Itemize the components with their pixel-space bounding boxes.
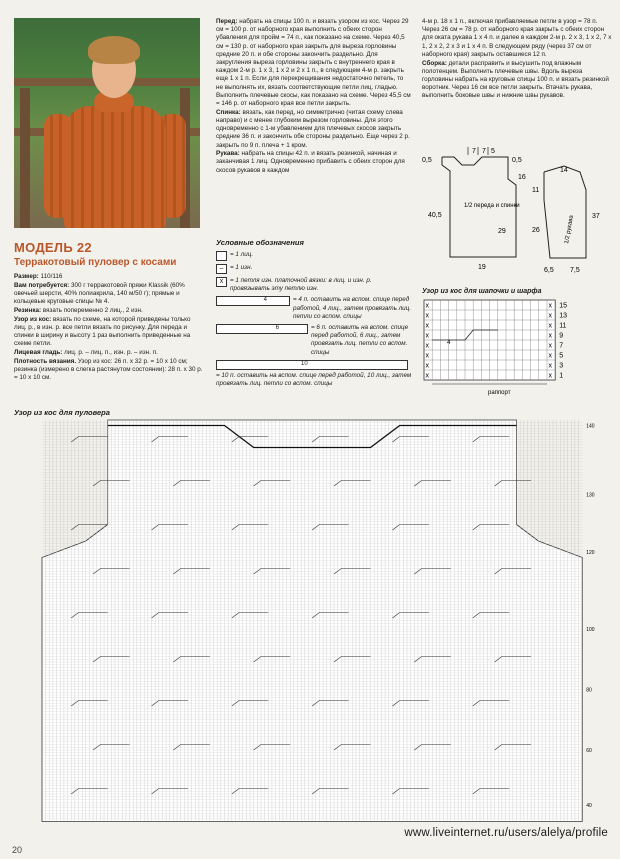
front-armhole: 16 <box>518 174 526 181</box>
front-top-num: 7 <box>472 148 476 155</box>
garter-purl-mark: x <box>548 322 552 330</box>
size-value: 110/116 <box>40 273 63 280</box>
garter-purl-mark: x <box>425 302 429 310</box>
garter-purl-symbol: x <box>216 277 227 287</box>
purl-symbol: – <box>216 264 227 274</box>
legend-text: = 10 п. оставить на вспом. спице перед работой, 10 лиц., затем провязать лиц. петли со вспом. спицы <box>216 371 412 388</box>
watermark: www.liveinternet.ru/users/alelya/profile <box>404 827 608 839</box>
garter-purl-mark: x <box>425 312 429 320</box>
instructions-column-right <box>422 18 612 101</box>
assembly-text: детали расправить и высушить под влажным полотенцем. Выполнить плечевые швы. Вдоль выреза горловины набрать на круговые спицы 100 п. и вязать резинкой воротник. Через 16 см все петли закрыть. Втачать рукава, выполнить боковые швы и нижние швы рукавов. <box>422 59 609 100</box>
front-left-top: 0,5 <box>422 157 432 164</box>
legend-text: = 1 изн. <box>230 264 253 271</box>
front-label: Перед: <box>216 18 238 25</box>
row-label: 7 <box>559 342 564 350</box>
model-subtitle: Терракотовый пуловер с косами <box>14 257 177 268</box>
cable-4-symbol <box>216 296 290 306</box>
front-piece-label: 1/2 переда и спинки <box>464 203 520 209</box>
front-text: набрать на спицы 100 п. и вязать узором из кос. Через 29 см = 100 р. от наборного края выполнить с обеих сторон убавления для пройм = 74 п., как показано на схеме. Через 40,5 см = 130 р. от наборного края закрыть для выреза горловины средние 20 п. и обе стороны закончить раздельно. Для закругления выреза горловины закрыть с внутреннего края в каждом 2-м р. 1 х 3, 1 х 2 и 2 х 1 п., в следующем 4-м р. закрыть еще 1 х 1 п. Если для перекрещивания недостаточно петель, то не выполнять их, вязать соответствующие петли лиц. гладью. Выполнить плечевые скосы, как показано на схеме. Через 45,5 см = 146 р. от наборного края все петли закрыть. <box>216 18 411 108</box>
row-label: 100 <box>586 627 595 633</box>
garter-purl-mark: x <box>548 342 552 350</box>
front-top-num: 5 <box>491 148 495 155</box>
rib-value: вязать попеременно 2 лиц., 2 изн. <box>42 306 143 314</box>
size-paragraph <box>14 273 204 281</box>
front-bottom-width: 19 <box>478 264 486 271</box>
row-label: 40 <box>586 803 592 809</box>
small-cable-chart <box>420 296 610 396</box>
garter-purl-mark: x <box>548 332 552 340</box>
model-title: МОДЕЛЬ 22 <box>14 240 92 255</box>
garter-purl-mark: x <box>425 322 429 330</box>
need-paragraph <box>14 282 204 307</box>
legend-title: Условные обозначения <box>216 238 304 247</box>
assembly-label: Сборка: <box>422 59 447 67</box>
garter-purl-mark: x <box>548 312 552 320</box>
rib-label: Резинка: <box>14 306 42 314</box>
row-label: 9 <box>559 332 564 340</box>
garter-purl-mark: x <box>425 352 429 360</box>
sleeve-bottom-right: 7,5 <box>570 267 580 274</box>
sleeve-top: 14 <box>560 167 568 174</box>
materials-text <box>14 273 204 383</box>
legend-item <box>216 296 412 321</box>
sleeve-piece-label: 1/2 рукава <box>564 214 575 245</box>
stst-value: лиц. р. – лиц. п., изн. р. – изн. п. <box>64 348 158 356</box>
garter-purl-mark: x <box>425 362 429 370</box>
row-label: 1 <box>559 372 564 380</box>
garter-purl-mark: x <box>548 372 552 380</box>
sleeve-left-height: 11 <box>532 187 540 194</box>
legend-item <box>216 360 412 388</box>
gauge-paragraph <box>14 358 204 383</box>
back-paragraph <box>216 109 412 150</box>
legend-item <box>216 251 412 261</box>
small-chart-grid <box>424 300 555 384</box>
legend-text: = 1 петля изн. платочной вязки: в лиц. и изн. р. провязывать эту петлю изн. <box>230 277 372 293</box>
row-label: 60 <box>586 748 592 754</box>
sleeve-right-height: 37 <box>592 213 600 220</box>
row-label: 80 <box>586 687 592 694</box>
sleeve-bottom-left: 6,5 <box>544 267 554 274</box>
sleeves-paragraph <box>216 150 412 175</box>
need-value: 300 г терракотовой пряжи Klassik (60% овечьей шерсти, 40% полиакрила, 140 м/50 г); прямые и кольцевые круговые спицы № 4. <box>14 281 185 306</box>
cable-10-symbol <box>216 360 408 370</box>
garter-purl-mark: x <box>425 342 429 350</box>
garter-purl-mark: x <box>425 372 429 380</box>
back-label: Спинка: <box>216 108 241 116</box>
garter-purl-mark: x <box>425 332 429 340</box>
model-photo <box>14 18 200 228</box>
big-chart-row-labels <box>586 424 595 810</box>
repeat-label: раппорт <box>488 390 511 396</box>
legend-item <box>216 324 412 357</box>
sleeves-cont-paragraph <box>422 18 612 59</box>
front-total-height: 40,5 <box>428 212 442 219</box>
instructions-column-middle <box>216 18 412 175</box>
small-cable-number: 4 <box>447 340 451 346</box>
row-label: 13 <box>559 312 567 320</box>
cable-6-symbol <box>216 324 308 334</box>
garter-purl-mark: x <box>548 302 552 310</box>
front-paragraph <box>216 18 412 108</box>
cable-label: Узор из кос: <box>14 315 52 323</box>
garter-purl-mark: x <box>548 362 552 370</box>
knit-symbol <box>216 251 227 261</box>
row-label: 15 <box>559 302 567 310</box>
legend-item <box>216 277 412 293</box>
stst-paragraph <box>14 349 204 357</box>
sweater-body <box>64 106 166 228</box>
row-label: 11 <box>559 322 567 330</box>
legend <box>216 251 412 391</box>
need-label: Вам потребуется: <box>14 281 70 289</box>
sleeves-cont-text: 4-м р. 18 х 1 п., включая прибавляемые петли в узор = 78 п. Через 26 см = 78 р. от наборного края закрыть с обеих сторон для оката рукава 1 х 4 п. и далее в каждом 2-м р. 2 х 3, 1 х 2, 7 х 1, 2 х 2, 2 х 3 и 1 х 4 п. В следующем ряду (через 37 см от наборного края) закрыть оставшиеся 12 п. <box>422 18 612 58</box>
cable-value: вязать по схеме, на которой приведены только лиц. р., в изн. р. все петли вязать по рисунку. Для переда и спинки в ширину и высоту 1 раз выполнить приведенные на схеме петли. <box>14 315 191 348</box>
legend-text: = 1 лиц. <box>230 251 254 258</box>
row-label: 140 <box>586 423 595 430</box>
gauge-label: Плотность вязания. <box>14 357 77 365</box>
cable-10-number: 10 <box>301 360 308 367</box>
back-text: вязать, как перед, но симметрично (читая схему слева направо) и с менее глубоким вырезом горловины. Для этого одновременно с 1-м убавлением для плечевых скосов закрыть средние 36 п. и закончить обе стороны раздельно. Еще через 2 р. закрыть по 9 п. плеча + 1 кром. <box>216 108 410 149</box>
row-label: 120 <box>586 550 595 556</box>
child-hair <box>88 36 140 64</box>
legend-text: = 6 п. оставить на вспом. спице перед работой, 6 лиц., затем провязать лиц. петли со вспом. спицы <box>311 324 409 356</box>
size-label: Размер: <box>14 273 39 280</box>
front-side-height: 29 <box>498 228 506 235</box>
small-chart-title: Узор из кос для шапочки и шарфа <box>422 288 542 295</box>
rib-paragraph <box>14 307 204 315</box>
assembly-paragraph <box>422 60 612 101</box>
row-label: 5 <box>559 352 564 360</box>
big-chart-title: Узор из кос для пуловера <box>14 408 110 417</box>
big-cable-chart <box>12 416 612 831</box>
small-chart-row-labels <box>559 303 567 380</box>
row-label: 130 <box>586 492 595 499</box>
cable-4-number: 4 <box>263 297 267 304</box>
sleeve-side: 26 <box>532 227 540 234</box>
page-number: 20 <box>12 845 23 855</box>
cable-paragraph <box>14 316 204 349</box>
front-back-schematic <box>420 145 540 275</box>
sleeves-text: набрать на спицы 42 п. и вязать резинкой, начиная и заканчивая 1 лиц. Одновременно прибавить с обеих сторон для скосов рукавов в каждом <box>216 150 405 174</box>
row-label: 3 <box>559 362 564 370</box>
garter-purl-mark: x <box>548 352 552 360</box>
railing-post <box>20 88 30 228</box>
front-top-num: 7 <box>482 148 486 155</box>
front-right-top: 0,5 <box>512 157 522 164</box>
gauge-value: Узор из кос: 26 п. х 32 р. = 10 х 10 см; резинка (измерено в слегка растянутом состоянии): 28 п. х 30 р. = 10 х 10 см. <box>14 357 203 381</box>
stst-label: Лицевая гладь: <box>14 348 63 356</box>
cable-6-number: 6 <box>275 325 279 332</box>
sleeve-schematic <box>530 160 610 280</box>
sleeves-label: Рукава: <box>216 150 240 158</box>
legend-item <box>216 264 412 274</box>
legend-text: = 4 п. оставить на вспом. спице перед работой, 4 лиц., затем провязать лиц. петли со вспом. спицы <box>293 296 412 320</box>
